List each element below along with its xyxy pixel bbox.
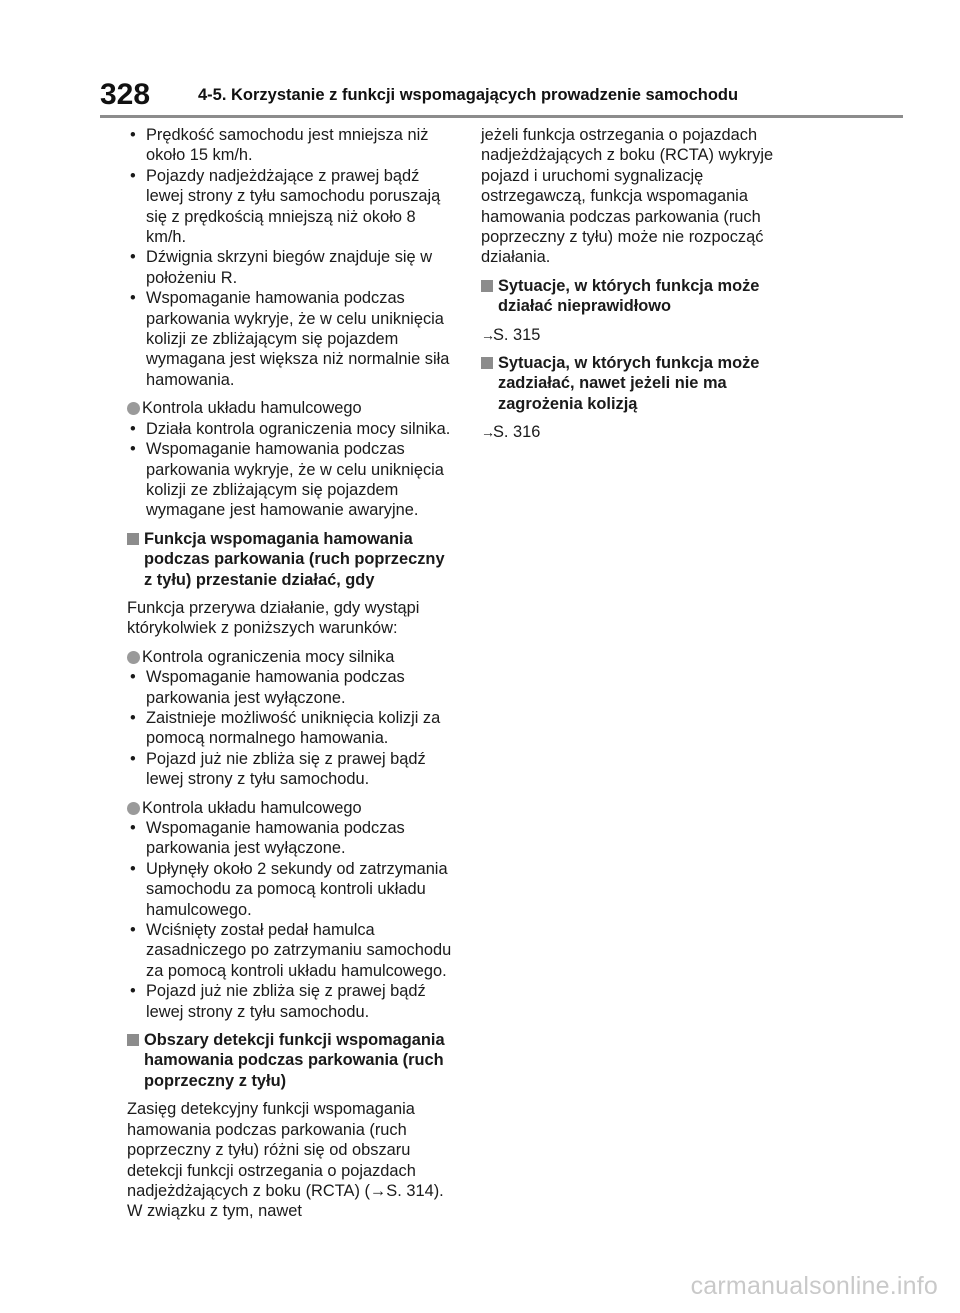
list-item: • Prędkość samochodu jest mniejsza niż około 15 km/h. [127,125,457,166]
subheading-brake-control [127,398,457,418]
header-rule [100,115,903,118]
list-item: • Wspomaganie hamowania podczas parkowania wykryje, że w celu uniknięcia kolizji ze zbliżającym się pojazdem wymagana jest większa niż normalnie siła hamowania. [127,288,457,390]
subheading-engine-power-control [127,647,457,667]
list-item: • Pojazdy nadjeżdżające z prawej bądź lewej strony z tyłu samochodu poruszają się z prędkością mniejszą niż około 8 km/h. [127,166,457,248]
circle-bullet-icon [127,802,140,815]
list-item: • Upłynęły około 2 sekundy od zatrzymania samochodu za pomocą kontroli układu hamulcowego. [127,859,457,920]
paragraph-rcta-continued: jeżeli funkcja ostrzegania o pojazdach nadjeżdżających z boku (RCTA) wykryje pojazd i uruchomi sygnalizację ostrzegawczą, funkcja wspomagania hamowania podczas parkowania (ruch poprzeczny z tyłu) może nie rozpocząć działania. [481,126,774,267]
subheading-label: Kontrola ograniczenia mocy silnika [142,647,395,666]
watermark: carmanualsonline.info [690,1272,938,1300]
heading-function-stops [127,529,457,590]
reference-label: S. 315 [493,325,541,344]
list-item: • Wciśnięty został pedał hamulca zasadniczego po zatrzymaniu samochodu za pomocą kontroli układu hamulcowego. [127,920,457,981]
left-column [127,125,457,1222]
list-item: • Wspomaganie hamowania podczas parkowania jest wyłączone. [127,667,457,708]
list-item: • Działa kontrola ograniczenia mocy silnika. [127,419,457,439]
list-item: • Pojazd już nie zbliża się z prawej bądź lewej strony z tyłu samochodu. [127,749,457,790]
page-reference-315[interactable] [481,325,811,345]
bullet-list-engine-power [127,667,457,789]
page-header [100,78,905,118]
paragraph-interrupt: Funkcja przerywa działanie, gdy wystąpi którykolwiek z poniższych warunków: [127,598,420,638]
list-item: • Pojazd już nie zbliża się z prawej bądź lewej strony z tyłu samochodu. [127,981,457,1022]
circle-bullet-icon [127,651,140,664]
list-item: • Zaistnieje możliwość uniknięcia kolizji za pomocą normalnego hamowania. [127,708,457,749]
subheading-brake-control-2 [127,798,457,818]
bullet-list-brake-control-2 [127,818,457,1022]
list-item: • Dźwignia skrzyni biegów znajduje się w położeniu R. [127,247,457,288]
heading-activation-without-danger [481,353,811,414]
heading-label: Sytuacja, w których funkcja może zadziałać, nawet jeżeli nie ma zagrożenia kolizją [498,354,760,413]
square-bullet-icon [127,533,139,545]
square-bullet-icon [481,357,493,369]
right-column [481,125,811,443]
page-number: 328 [100,78,151,111]
bullet-list-speed-conditions [127,125,457,390]
paragraph-detection-range: Zasięg detekcyjny funkcji wspomagania hamowania podczas parkowania (ruch poprzeczny z tyłu) różni się od obszaru detekcji funkcji ostrzegania o pojazdach nadjeżdżających z boku (RCTA) (→S. 314). W związku z tym, nawet [127,1100,444,1221]
page-reference-316[interactable] [481,422,811,442]
arrow-right-icon: → [481,326,495,343]
list-item: • Wspomaganie hamowania podczas parkowania wykryje, że w celu uniknięcia kolizji ze zbliżającym się pojazdem wymagane jest hamowanie awaryjne. [127,439,457,521]
circle-bullet-icon [127,402,140,415]
bullet-list-brake-control [127,419,457,521]
heading-malfunction-situations [481,276,811,317]
arrow-right-icon: → [481,424,495,441]
reference-label: S. 316 [493,423,541,442]
square-bullet-icon [127,1034,139,1046]
subheading-label: Kontrola układu hamulcowego [142,399,362,418]
heading-detection-areas [127,1030,457,1091]
heading-label: Sytuacje, w których funkcja może działać nieprawidłowo [498,276,760,316]
list-item: • Wspomaganie hamowania podczas parkowania jest wyłączone. [127,818,457,859]
heading-label: Funkcja wspomagania hamowania podczas parkowania (ruch poprzeczny z tyłu) przestanie działać, gdy [144,529,445,589]
square-bullet-icon [481,280,493,292]
heading-label: Obszary detekcji funkcji wspomagania hamowania podczas parkowania (ruch poprzeczny z tyłu) [144,1031,445,1090]
subheading-label: Kontrola układu hamulcowego [142,798,362,817]
section-title: 4-5. Korzystanie z funkcji wspomagających prowadzenie samochodu [198,86,739,104]
